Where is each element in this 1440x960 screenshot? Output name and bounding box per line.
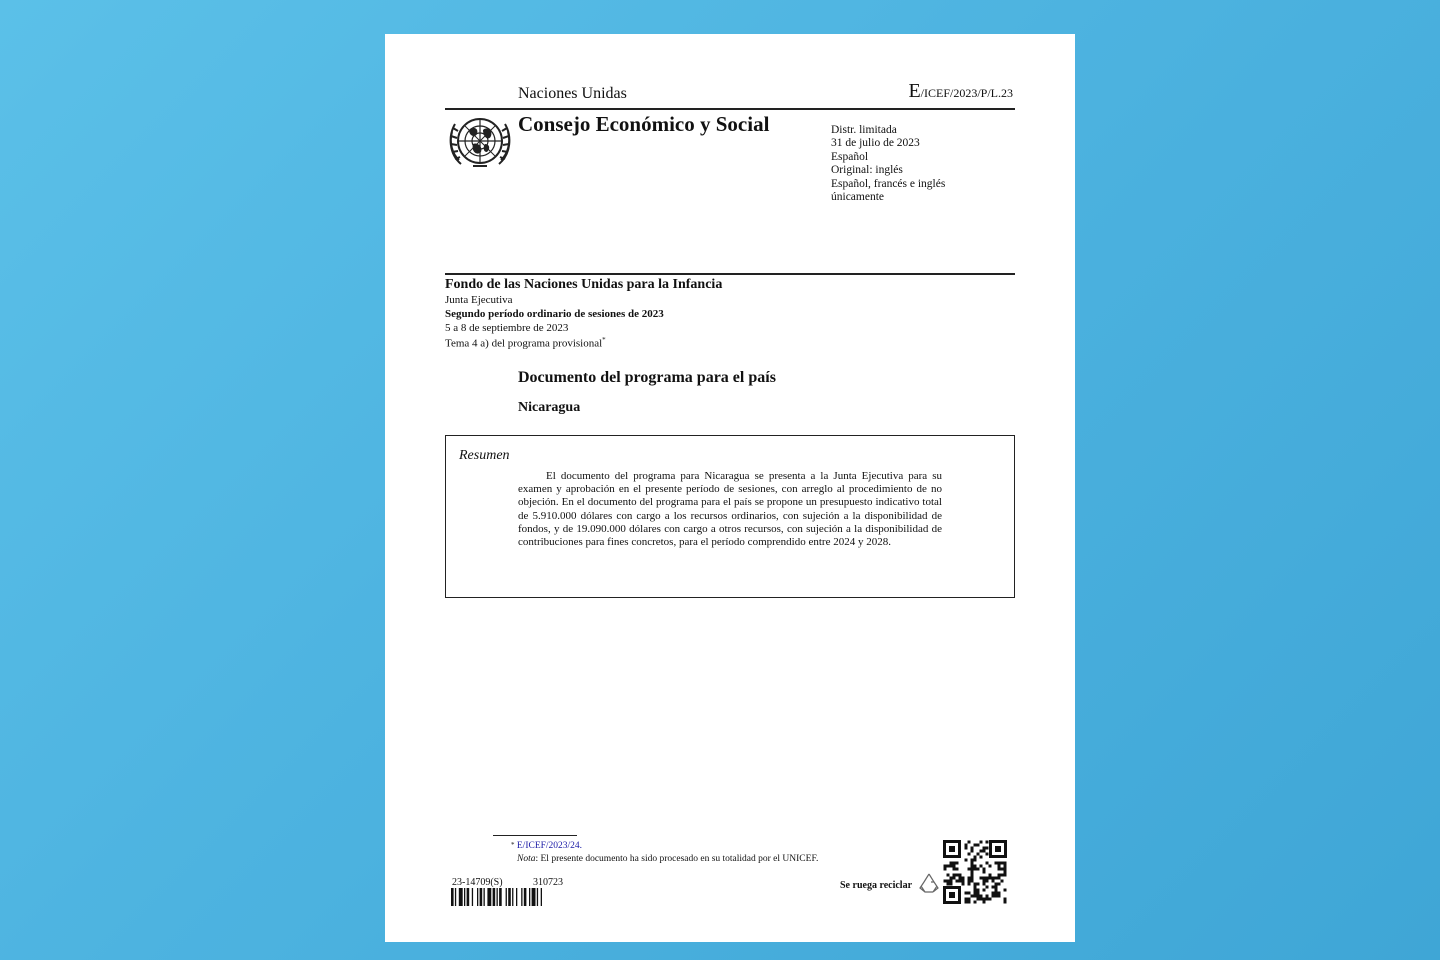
country-name: Nicaragua: [518, 400, 581, 415]
summary-text: El documento del programa para Nicaragua se presenta a la Junta Ejecutiva para su examen y aprobación en el presente período de sesiones, con arreglo al procedimiento de no objeción. En el documento del programa para el país se propone un presupuesto indicativo total de 5.910.000 dólares con cargo a los recursos ordinarios, con sujeción a la disponibilidad de fondos, y de 19.090.000 dólares con cargo a otros recursos, con sujeción a la disponibilidad de contribuciones para fines concretos, para el período comprendido entre 2024 y 2028.: [518, 470, 942, 549]
document-page: [385, 34, 1075, 942]
agency-name: Fondo de las Naciones Unidas para la Infancia: [445, 277, 723, 292]
council-name: Consejo Económico y Social: [518, 112, 770, 136]
document-symbol: [908, 80, 1013, 103]
agenda-item-text: Tema 4 a) del programa provisional: [445, 337, 603, 350]
document-number: 23-14709(S): [452, 877, 503, 888]
summary-heading: Resumen: [459, 448, 510, 463]
recycle-text: Se ruega reciclar: [840, 880, 913, 891]
organization-name: Naciones Unidas: [518, 85, 627, 102]
document-title: Documento del programa para el país: [518, 369, 776, 386]
agenda-item-marker: *: [602, 336, 606, 344]
un-emblem-icon: [447, 114, 513, 170]
board-name: Junta Ejecutiva: [445, 294, 513, 306]
distribution-line: únicamente: [831, 191, 885, 204]
section-rule: [445, 273, 1015, 275]
header-rule: [445, 108, 1015, 110]
document-symbol-rest: /ICEF/2023/P/L.23: [920, 86, 1013, 100]
barcode-icon: [451, 888, 569, 906]
job-number: 310723: [533, 877, 563, 888]
agenda-item: [445, 336, 606, 350]
distribution-line: Español: [831, 150, 869, 163]
qr-code-icon: [943, 840, 1007, 904]
footnote-marker: *: [511, 841, 515, 849]
session-name: Segundo período ordinario de sesiones de 2023: [445, 308, 664, 320]
distribution-line: Original: inglés: [831, 164, 903, 177]
footnote-link[interactable]: E/ICEF/2023/24.: [516, 841, 583, 851]
summary-box: [445, 435, 1015, 598]
distribution-line: Distr. limitada: [831, 124, 897, 136]
document-symbol-prefix: E: [908, 80, 921, 102]
footnote-note: [517, 854, 818, 864]
session-dates: 5 a 8 de septiembre de 2023: [445, 322, 569, 334]
recycle-icon: [917, 872, 941, 894]
note-label: Nota: [517, 854, 536, 864]
footnote-reference: [511, 841, 582, 851]
distribution-block: [831, 124, 945, 204]
distribution-line: Español, francés e inglés: [831, 177, 946, 190]
distribution-line: 31 de julio de 2023: [831, 137, 920, 150]
footnote-rule: [493, 835, 577, 836]
note-text: : El presente documento ha sido procesado en su totalidad por el UNICEF.: [535, 854, 819, 864]
